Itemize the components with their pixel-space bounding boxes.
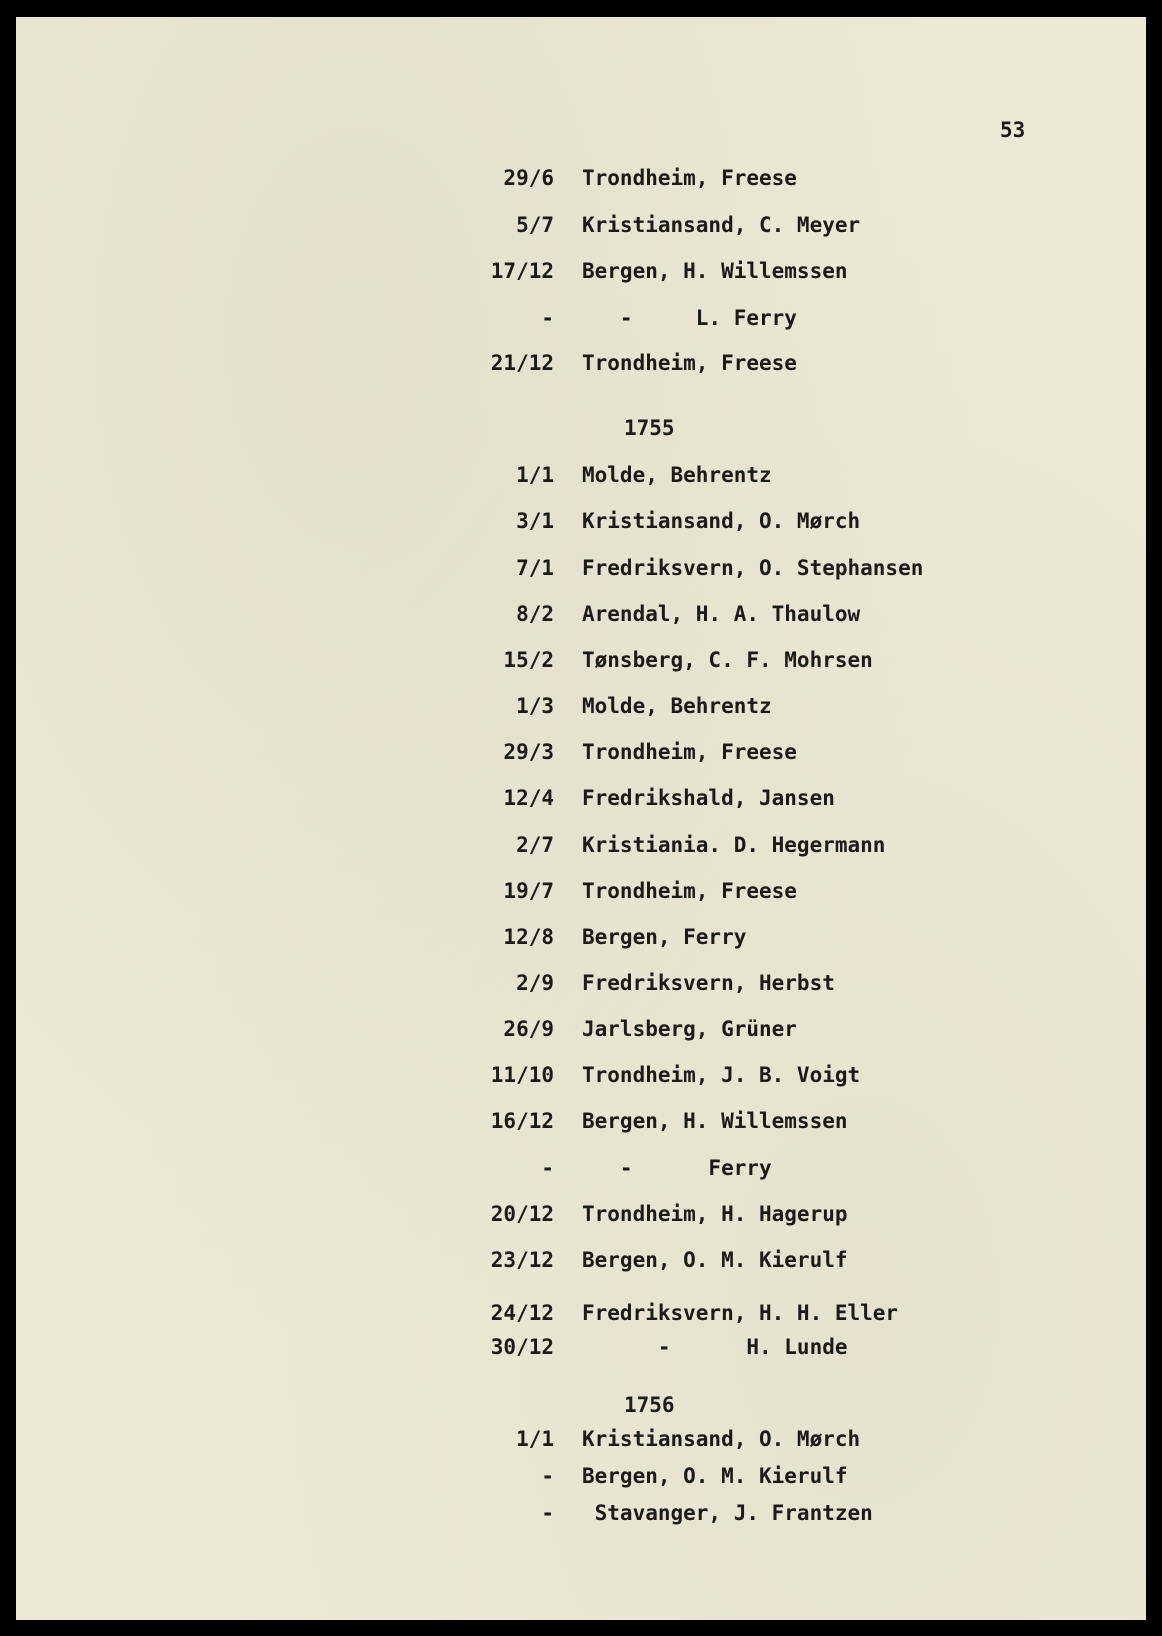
entry-text: Bergen, H. Willemssen: [582, 1109, 848, 1133]
entry-date: 16/12: [490, 1109, 554, 1133]
entry-text: - H. Lunde: [582, 1335, 848, 1359]
entry-text: Jarlsberg, Grüner: [582, 1017, 797, 1041]
entry-date: -: [541, 1156, 554, 1180]
entry-date: 15/2: [503, 648, 554, 672]
entry-date: 20/12: [490, 1202, 554, 1226]
entry-date: 12/4: [503, 786, 554, 810]
entry-text: Kristiansand, O. Mørch: [582, 509, 861, 533]
entry-date: 1/3: [516, 694, 554, 718]
entry-text: Fredriksvern, O. Stephansen: [582, 556, 924, 580]
entry-text: Trondheim, Freese: [582, 879, 797, 903]
entry-date: 2/7: [516, 833, 554, 857]
entry-text: Molde, Behrentz: [582, 694, 772, 718]
entry-date: 26/9: [503, 1017, 554, 1041]
document-page: [16, 17, 1146, 1620]
entry-date: 1/1: [516, 1427, 554, 1451]
entry-date: 7/1: [516, 556, 554, 580]
year-heading: 1756: [624, 1393, 675, 1417]
page-number: 53: [1000, 118, 1026, 142]
entry-text: Kristiansand, O. Mørch: [582, 1427, 861, 1451]
entry-text: Fredriksvern, H. H. Eller: [582, 1301, 899, 1325]
entry-date: -: [541, 1464, 554, 1488]
entry-text: Bergen, O. M. Kierulf: [582, 1464, 848, 1488]
entry-text: Stavanger, J. Frantzen: [582, 1501, 873, 1525]
entry-text: Bergen, Ferry: [582, 925, 747, 949]
entry-text: Trondheim, Freese: [582, 166, 797, 190]
entry-text: Trondheim, Freese: [582, 740, 797, 764]
entry-date: 30/12: [490, 1335, 554, 1359]
entry-date: 19/7: [503, 879, 554, 903]
entry-date: 3/1: [516, 509, 554, 533]
entry-text: Fredrikshald, Jansen: [582, 786, 835, 810]
entry-text: Bergen, O. M. Kierulf: [582, 1248, 848, 1272]
entry-text: - Ferry: [582, 1156, 772, 1180]
entry-text: Trondheim, Freese: [582, 351, 797, 375]
entry-text: Molde, Behrentz: [582, 463, 772, 487]
entry-text: Trondheim, H. Hagerup: [582, 1202, 848, 1226]
entry-text: Arendal, H. A. Thaulow: [582, 602, 861, 626]
entry-date: -: [541, 306, 554, 330]
entry-date: 23/12: [490, 1248, 554, 1272]
entry-date: 5/7: [516, 213, 554, 237]
entry-date: 11/10: [490, 1063, 554, 1087]
entry-date: 12/8: [503, 925, 554, 949]
entry-date: 29/6: [503, 166, 554, 190]
entry-text: Kristiansand, C. Meyer: [582, 213, 861, 237]
entry-date: 21/12: [490, 351, 554, 375]
entry-text: Fredriksvern, Herbst: [582, 971, 835, 995]
entry-text: Trondheim, J. B. Voigt: [582, 1063, 861, 1087]
entry-text: Kristiania. D. Hegermann: [582, 833, 886, 857]
entry-date: 29/3: [503, 740, 554, 764]
entry-text: Bergen, H. Willemssen: [582, 259, 848, 283]
entry-date: 2/9: [516, 971, 554, 995]
year-heading: 1755: [624, 416, 675, 440]
entry-date: 8/2: [516, 602, 554, 626]
entry-text: - L. Ferry: [582, 306, 797, 330]
entry-date: -: [541, 1501, 554, 1525]
entry-date: 1/1: [516, 463, 554, 487]
entry-text: Tønsberg, C. F. Mohrsen: [582, 648, 873, 672]
entry-date: 24/12: [490, 1301, 554, 1325]
entry-date: 17/12: [490, 259, 554, 283]
